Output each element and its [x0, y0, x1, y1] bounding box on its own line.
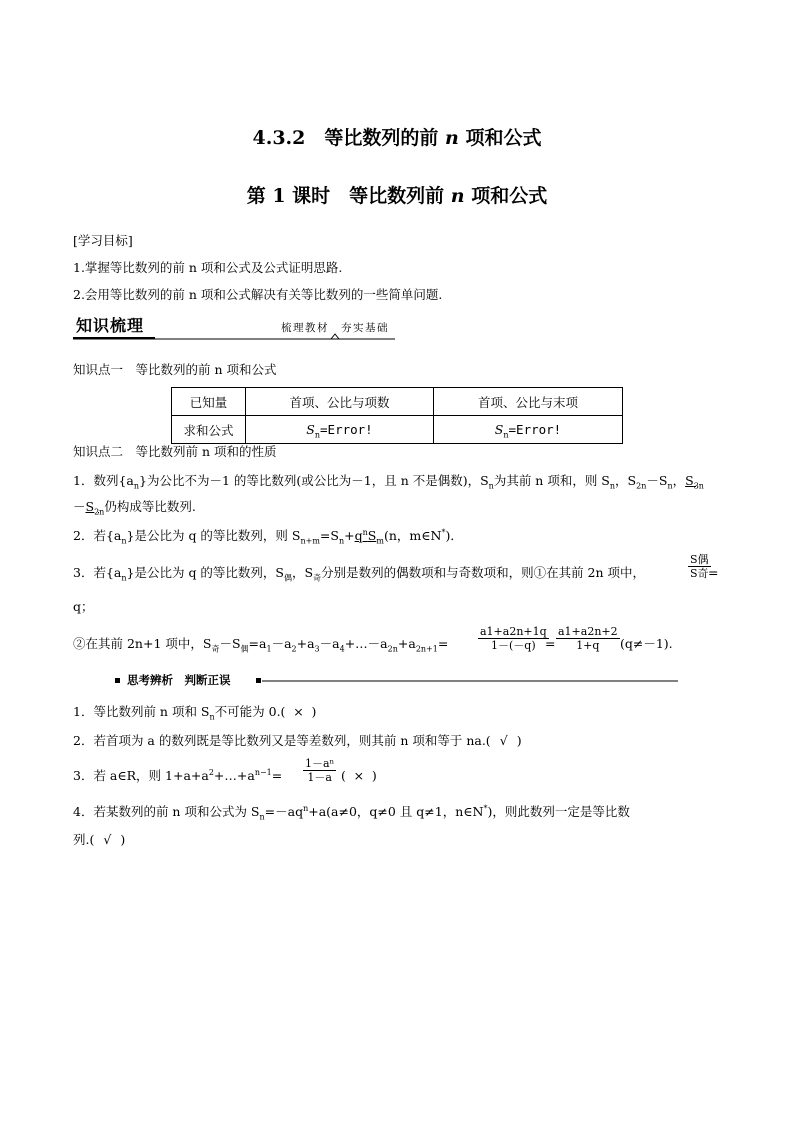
sum-fraction-2: $\frac{a1+a2n+2}{1+q}$: [558, 625, 618, 652]
table-header-known: 已知量: [172, 388, 246, 416]
judge-item-4: 4．若某数列的前 n 项和公式为 $S_n=-aq^n+a(a\ne 0$，q≠0 且 q≠1，n∈N*)，则此数列一定是等比数: [73, 803, 630, 822]
lesson-title: 第 1 课时 等比数列前 n 项和公式: [246, 185, 548, 207]
kp2-title: 知识点二 等比数列前 n 项和的性质: [73, 444, 277, 459]
section-title: 4.3.2 等比数列的前 n 项和公式: [252, 127, 542, 149]
goal-item-2: 2.会用等比数列的前 n 项和公式解决有关等比数列的一些简单问题.: [73, 287, 443, 302]
answer-mark-4: √: [103, 832, 112, 847]
table-header-col2: 首项、公比与末项: [434, 388, 623, 416]
banner-subtitle: 梳理教材 夯实基础: [281, 322, 389, 334]
answer-mark-2: √: [499, 733, 508, 748]
sum-formula-table: [171, 387, 623, 444]
goal-item-1: 1.掌握等比数列的前 n 项和公式及公式证明思路.: [73, 260, 343, 275]
kp1-title: 知识点一 等比数列的前 n 项和公式: [73, 362, 277, 377]
table-cell-formula1: $S_n=Error$!: [246, 416, 434, 444]
property-3b-tail: (q≠－1).: [620, 636, 673, 651]
judge-item-1: 1．等比数列前 n 项和 $S_n$不可能为 0.( × ): [73, 704, 317, 722]
property-3b: ②在其前 2n+1 项中，$S_奇-S_偶=a_1-a_2+a_3-a_4+\dots-a_{2n}+a_{2n+1}=$: [73, 636, 449, 654]
answer-mark-1: ×: [293, 704, 304, 719]
judge-item-4-line2: 列.( √ ): [73, 832, 126, 847]
equals-sign: =: [545, 636, 556, 651]
table-cell-formula2: $S_n=Error$!: [434, 416, 623, 444]
property-3: 3．若$\{a_n\}$是公比为 q 的等比数列，$S_偶$，$S_奇$分别是数列的偶数项和与奇数项和，则①在其前 2n 项中，: [73, 565, 646, 583]
table-row-label: 求和公式: [172, 416, 246, 444]
property-1-line2: $-S_{2n}$仍构成等比数列.: [73, 499, 196, 517]
property-3-eq: =: [708, 565, 719, 580]
judge-item-2: 2．若首项为 a 的数列既是等比数列又是等差数列，则其前 n 项和等于 na.( √ ): [73, 733, 522, 748]
property-2: 2．若$\{a_n\}$是公比为 q 的等比数列，则 $S_{n+m}=S_n+q^nS_m(n$，m∈N*)．: [73, 527, 463, 546]
even-odd-ratio-fraction: S偶 S奇: [690, 553, 709, 580]
goals-header: [学习目标]: [73, 233, 133, 248]
property-1: 1．数列$\{a_n\}$为公比不为－1 的等比数列(或公比为－1，且 n 不是偶数)，$S_n$为其前 n 项和，则 $S_n$，$S_{2n}-S_n$，$S_{3n}$: [73, 473, 704, 491]
judge-item-3-tail: ( × ): [341, 768, 377, 783]
answer-mark-3: ×: [353, 768, 365, 783]
property-3-q: q；: [73, 599, 94, 614]
geometric-sum-fraction: $\frac{\text{1－aⁿ}}{1-a}$: [305, 757, 335, 784]
think-header: 思考辨析 判断正误: [127, 673, 231, 687]
table-header-col1: 首项、公比与项数: [246, 388, 434, 416]
banner-title: 知识梳理: [76, 316, 145, 335]
sum-fraction-1: $\frac{a1+a2n+1q}{1-(-q)}$: [480, 625, 547, 652]
judge-item-3: 3．若 a∈R，则 $1+a+a^2+\dots+a^{n-1}=$: [73, 767, 283, 783]
